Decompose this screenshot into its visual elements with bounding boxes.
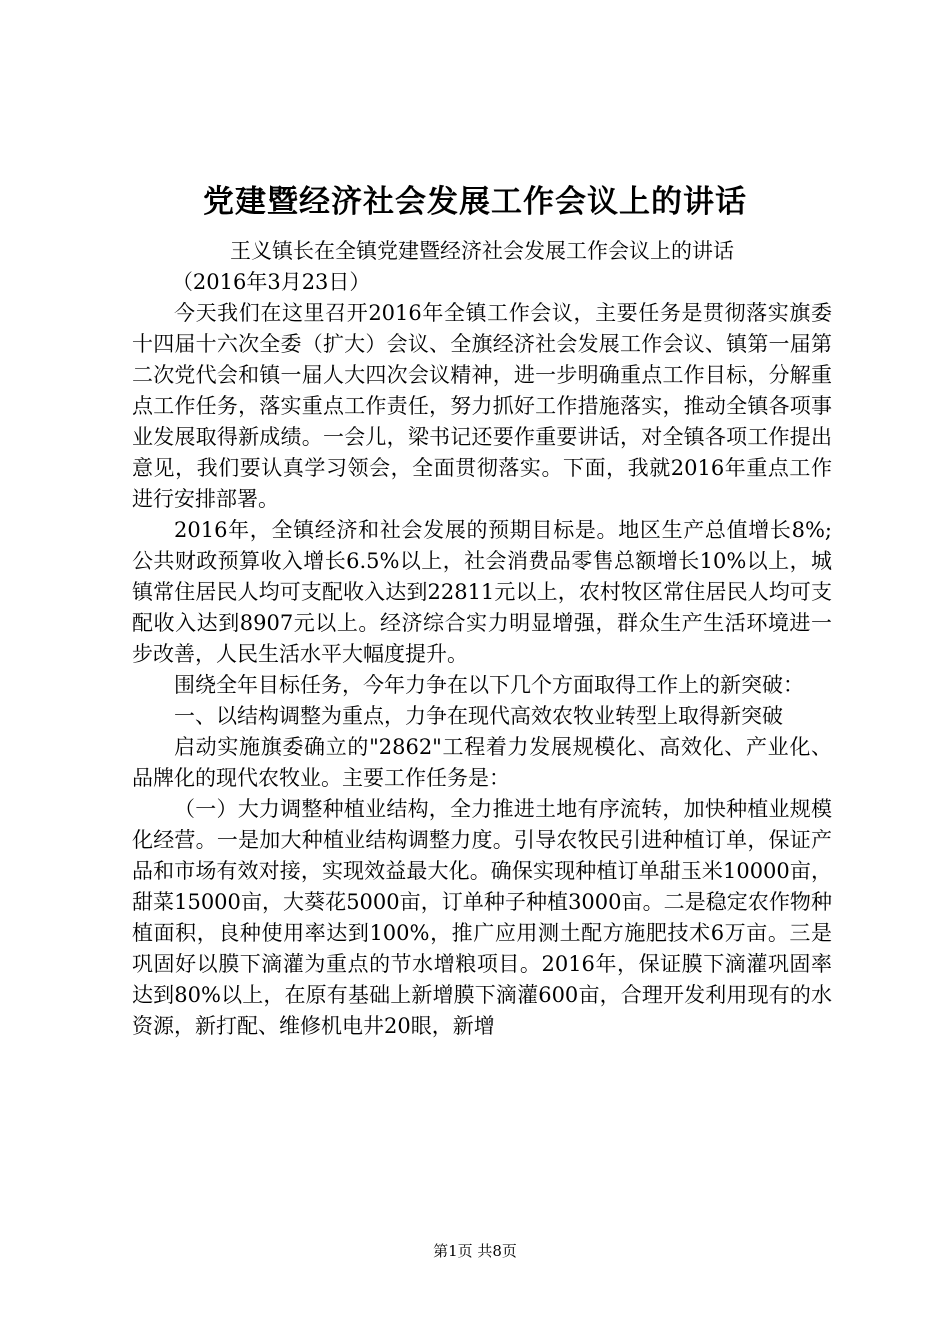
- section-heading: 一、以结构调整为重点，力争在现代高效农牧业转型上取得新突破: [174, 704, 783, 728]
- document-title: 党建暨经济社会发展工作会议上的讲话: [203, 184, 747, 220]
- paragraph: 2016年，全镇经济和社会发展的预期目标是。地区生产总值增长8%;公共财政预算收入增长6.5%以上，社会消费品零售总额增长10%以上，城镇常住居民人均可支配收入达到22811元以上，农村牧区常住居民人均可支配收入达到8907元以上。经济综合实力明显增强，群众生产生活环境进一步改善，人民生活水平大幅度提升。: [132, 518, 832, 666]
- paragraph: 今天我们在这里召开2016年全镇工作会议，主要任务是贯彻落实旗委十四届十六次全委（扩大）会议、全旗经济社会发展工作会议、镇第一届第二次党代会和镇一届人大四次会议精神，进一步明确重点工作目标，分解重点工作任务，落实重点工作责任，努力抓好工作措施落实，推动全镇各项事业发展取得新成绩。一会儿，梁书记还要作重要讲话，对全镇各项工作提出意见，我们要认真学习领会，全面贯彻落实。下面，我就2016年重点工作进行安排部署。: [132, 301, 832, 511]
- paragraph: 围绕全年目标任务，今年力争在以下几个方面取得工作上的新突破：: [174, 673, 804, 697]
- date-line: （2016年3月23日）: [171, 270, 371, 294]
- document-body: [132, 236, 832, 1042]
- paragraph: （一）大力调整种植业结构，全力推进土地有序流转，加快种植业规模化经营。一是加大种植业结构调整力度。引导农牧民引进种植订单，保证产品和市场有效对接，实现效益最大化。确保实现种植订单甜玉米10000亩，甜菜15000亩，大葵花5000亩，订单种子种植3000亩。二是稳定农作物种植面积，良种使用率达到100%，推广应用测土配方施肥技术6万亩。三是巩固好以膜下滴灌为重点的节水增粮项目。2016年，保证膜下滴灌巩固率达到80%以上，在原有基础上新增膜下滴灌600亩，合理开发利用现有的水资源，新打配、维修机电井20眼，新增: [132, 797, 832, 1038]
- page-footer: 第1页 共8页: [433, 1242, 517, 1260]
- paragraph: 启动实施旗委确立的"2862"工程着力发展规模化、高效化、产业化、品牌化的现代农牧业。主要工作任务是：: [132, 735, 832, 790]
- speaker-line: 王义镇长在全镇党建暨经济社会发展工作会议上的讲话: [230, 239, 734, 263]
